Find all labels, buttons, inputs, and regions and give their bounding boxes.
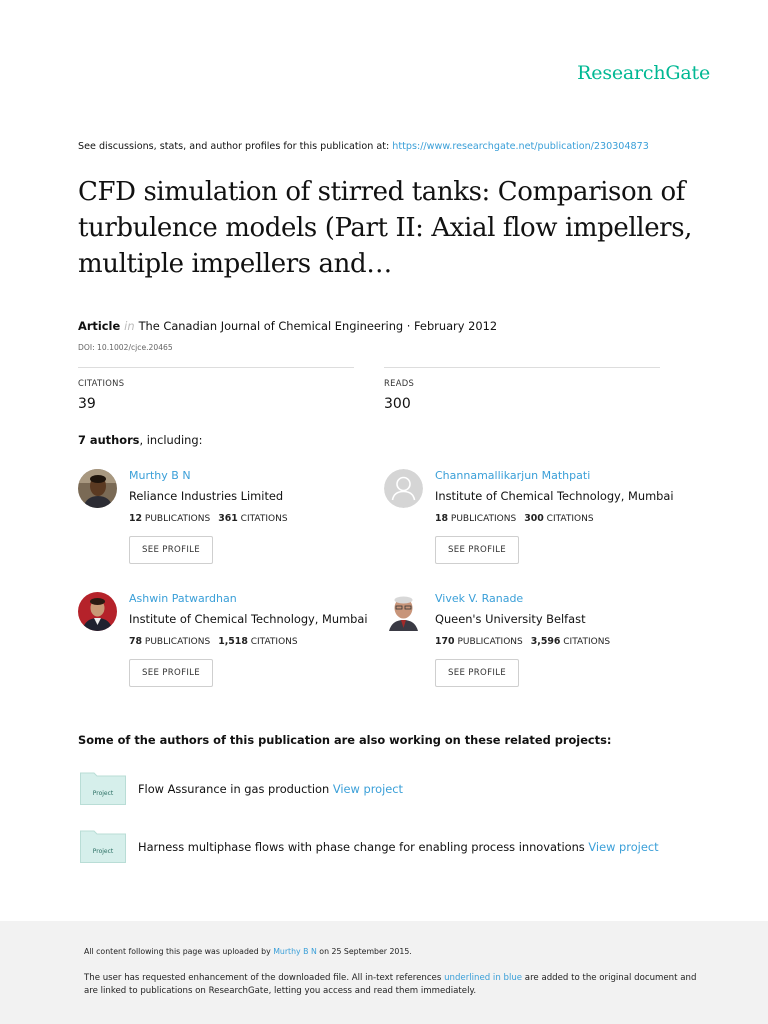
project-folder-label: Project (92, 848, 114, 855)
upload-suffix: on 25 September 2015. (316, 947, 412, 956)
publication-type: Article (78, 319, 121, 333)
author-card (384, 469, 684, 569)
see-profile-button[interactable]: SEE PROFILE (129, 536, 213, 564)
enhancement-notice (84, 972, 704, 998)
project-item (80, 829, 720, 865)
reads-stat (384, 367, 660, 412)
see-profile-button[interactable]: SEE PROFILE (435, 659, 519, 687)
author-stats (129, 636, 298, 647)
citations-count: 300 (524, 513, 544, 524)
notice-link: underlined in blue (444, 973, 523, 983)
project-item (80, 771, 720, 807)
citations-stat (78, 367, 354, 412)
project-text (138, 782, 403, 796)
citations-value: 39 (78, 396, 96, 412)
publications-count: 18 (435, 513, 449, 524)
project-title: Flow Assurance in gas production (138, 782, 330, 796)
publications-count: 12 (129, 513, 143, 524)
citations-count: 1,518 (218, 636, 248, 647)
reads-label: READS (384, 378, 415, 388)
reads-value: 300 (384, 396, 411, 412)
project-text (138, 840, 659, 854)
project-folder-icon (80, 829, 126, 863)
discussion-line (78, 141, 649, 152)
see-profile-button[interactable]: SEE PROFILE (435, 536, 519, 564)
author-institution: Institute of Chemical Technology, Mumbai (129, 612, 368, 626)
author-name-link[interactable]: Ashwin Patwardhan (129, 592, 237, 605)
publication-meta (78, 319, 497, 333)
author-avatar[interactable] (384, 592, 423, 631)
publication-url-link[interactable]: https://www.researchgate.net/publication/230304873 (392, 141, 649, 152)
authors-heading (78, 433, 202, 447)
publications-count: 170 (435, 636, 455, 647)
doi: DOI: 10.1002/cjce.20465 (78, 343, 173, 352)
author-stats (435, 513, 594, 524)
footer (0, 921, 768, 1024)
publication-title: CFD simulation of stirred tanks: Comparison of turbulence models (Part II: Axial flow impellers, multiple impellers and… (78, 177, 693, 279)
default-user-icon[interactable] (384, 469, 423, 508)
citations-label: CITATIONS (78, 378, 125, 388)
see-profile-button[interactable]: SEE PROFILE (129, 659, 213, 687)
discussion-prefix: See discussions, stats, and author profiles for this publication at: (78, 141, 393, 152)
author-stats (435, 636, 610, 647)
upload-prefix: All content following this page was uploaded by (84, 947, 274, 956)
publications-label: PUBLICATIONS (144, 637, 211, 647)
citations-label: CITATIONS (563, 637, 611, 647)
journal-date: The Canadian Journal of Chemical Engineering · February 2012 (138, 319, 498, 333)
view-project-link[interactable]: View project (588, 840, 659, 854)
notice-suffix: are added to the original document and are linked to publications on ResearchGate, letting you access and read them immediately. (84, 973, 697, 996)
author-institution: Institute of Chemical Technology, Mumbai (435, 489, 674, 503)
upload-notice (84, 947, 412, 956)
author-stats (129, 513, 288, 524)
publications-count: 78 (129, 636, 143, 647)
citations-label: CITATIONS (250, 637, 298, 647)
researchgate-logo[interactable]: ResearchGate (577, 62, 710, 84)
project-title: Harness multiphase flows with phase change for enabling process innovations (138, 840, 585, 854)
author-card (78, 592, 378, 692)
project-folder-label: Project (92, 790, 114, 797)
author-card (78, 469, 378, 569)
project-folder-icon (80, 771, 126, 805)
author-card (384, 592, 684, 692)
publications-label: PUBLICATIONS (450, 514, 517, 524)
authors-count: 7 authors (78, 433, 140, 447)
citations-label: CITATIONS (546, 514, 594, 524)
publications-label: PUBLICATIONS (144, 514, 211, 524)
citations-count: 361 (218, 513, 238, 524)
author-institution: Queen's University Belfast (435, 612, 586, 626)
author-avatar[interactable] (78, 592, 117, 631)
projects-heading: Some of the authors of this publication are also working on these related projects: (78, 733, 612, 747)
author-name-link[interactable]: Channamallikarjun Mathpati (435, 469, 591, 482)
view-project-link[interactable]: View project (332, 782, 404, 796)
citations-count: 3,596 (530, 636, 561, 647)
in-word: in (124, 319, 135, 333)
author-name-link[interactable]: Vivek V. Ranade (435, 592, 524, 605)
author-avatar[interactable] (78, 469, 117, 508)
author-institution: Reliance Industries Limited (129, 489, 284, 503)
author-name-link[interactable]: Murthy B N (129, 469, 191, 482)
uploader-link[interactable]: Murthy B N (273, 947, 317, 956)
authors-suffix: , including: (139, 433, 203, 447)
citations-label: CITATIONS (240, 514, 288, 524)
notice-prefix: The user has requested enhancement of the downloaded file. All in-text references (84, 973, 445, 983)
publications-label: PUBLICATIONS (457, 637, 523, 647)
